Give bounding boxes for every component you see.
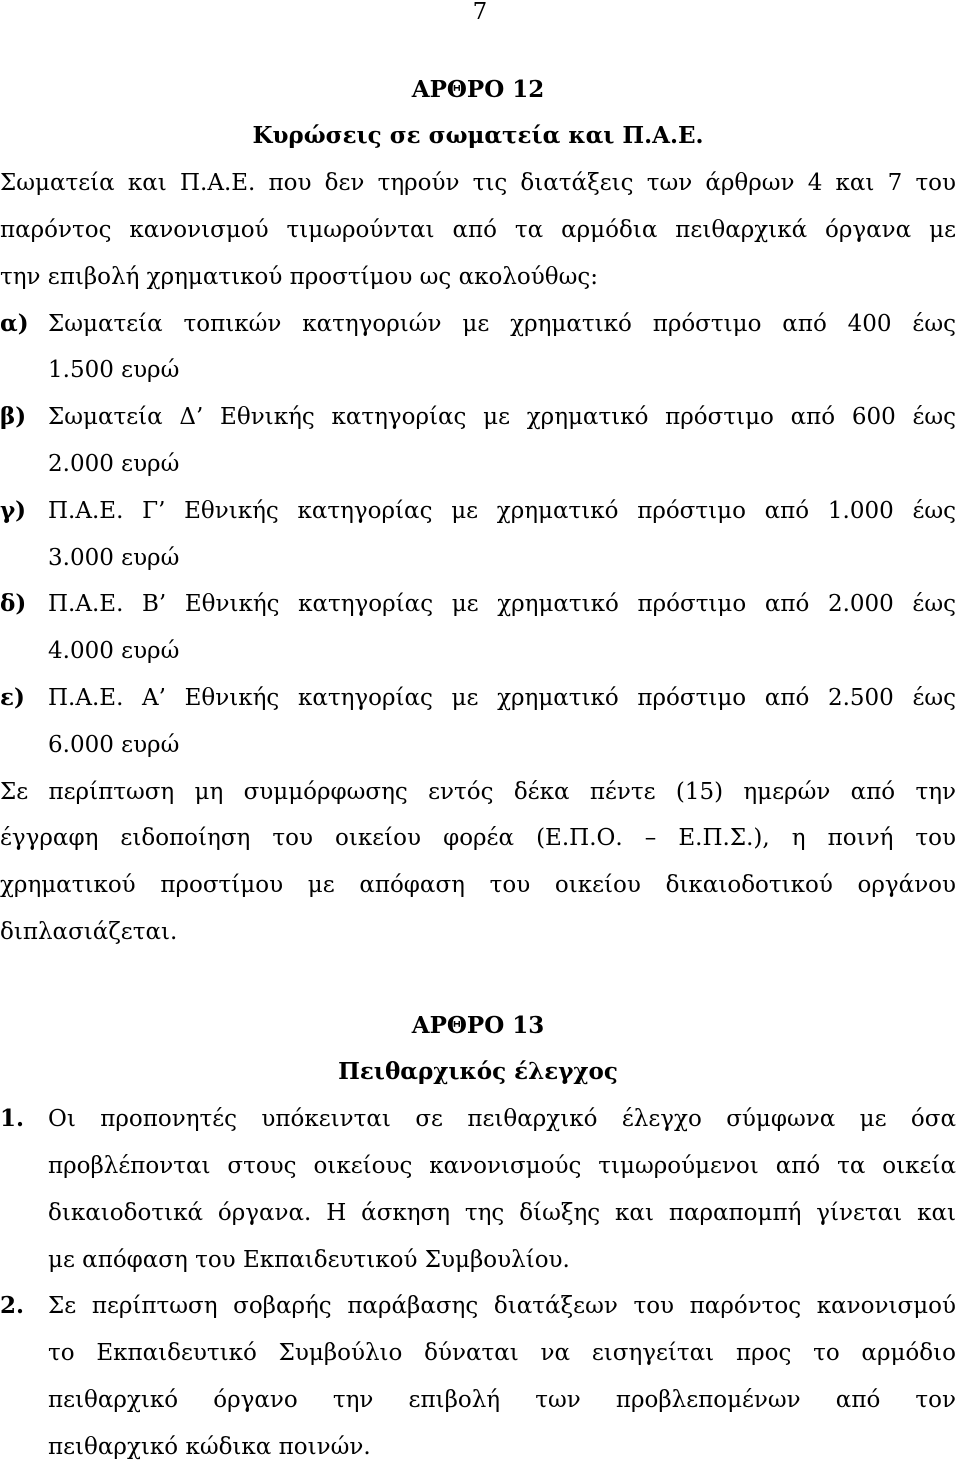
list-item-text [48, 675, 956, 769]
paragraph-line: παρόντος κανονισμού τιμωρούνται από τα αρμόδια πειθαρχικά όργανα με [0, 216, 956, 243]
list-item-line: το Εκπαιδευτικό Συμβούλιο δύναται να εισηγείται προς το αρμόδιο [48, 1340, 956, 1367]
paragraph-line: Σε περίπτωση μη συμμόρφωσης εντός δέκα πέντε (15) ημερών από την [0, 778, 956, 805]
list-item-label: α) [0, 309, 29, 337]
list-item-line: Π.Α.Ε. Α’ Εθνικής κατηγορίας με χρηματικό πρόστιμο από 2.500 έως [48, 684, 956, 711]
list-item-label: β) [0, 403, 27, 431]
document-body [0, 67, 956, 1461]
list-item-line: 6.000 ευρώ [48, 731, 180, 758]
article-12-heading: ΑΡΘΡΟ 12 [411, 75, 545, 103]
list-item-line: δικαιοδοτικά όργανα. Η άσκηση της δίωξης και παραπομπή γίνεται και [48, 1199, 956, 1226]
article-12-title: Κυρώσεις σε σωματεία και Π.Α.Ε. [252, 122, 704, 150]
list-item-text [48, 1283, 956, 1460]
list-item-line: Σε περίπτωση σοβαρής παράβασης διατάξεων του παρόντος κανονισμού [48, 1293, 956, 1320]
list-item-text [48, 488, 956, 582]
list-item-line: Σωματεία τοπικών κατηγοριών με χρηματικό πρόστιμο από 400 έως [48, 310, 956, 337]
list-item-line: Π.Α.Ε. Γ’ Εθνικής κατηγορίας με χρηματικό πρόστιμο από 1.000 έως [48, 497, 956, 524]
article-13-heading: ΑΡΘΡΟ 13 [411, 1011, 545, 1039]
list-item-text [48, 394, 956, 488]
article-12 [0, 67, 956, 956]
list-item-line: προβλέπονται στους οικείους κανονισμούς τιμωρούμενοι από τα οικεία [48, 1152, 956, 1179]
list-item-label: δ) [0, 590, 27, 618]
article-12-intro-paragraph [0, 160, 956, 300]
list-item-line: 1.500 ευρώ [48, 357, 180, 384]
list-item-line: Π.Α.Ε. Β’ Εθνικής κατηγορίας με χρηματικό πρόστιμο από 2.000 έως [48, 591, 956, 618]
list-item-line: Οι προπονητές υπόκεινται σε πειθαρχικό έλεγχο σύμφωνα με όσα [48, 1106, 956, 1133]
list-item-line: με απόφαση του Εκπαιδευτικού Συμβουλίου. [48, 1246, 570, 1273]
list-item-label: ε) [0, 683, 25, 711]
section-spacer [0, 956, 956, 1003]
list-item-label: 2. [0, 1292, 25, 1320]
list-item-line: 4.000 ευρώ [48, 638, 180, 665]
list-item-text [48, 581, 956, 675]
list-item-label: γ) [0, 496, 27, 524]
list-item-label: 1. [0, 1105, 25, 1133]
paragraph-line: διπλασιάζεται. [0, 918, 178, 945]
article-13 [0, 1003, 956, 1461]
paragraph-line: έγγραφη ειδοποίηση του οικείου φορέα (Ε.Π.Ο. – Ε.Π.Σ.), η ποινή του [0, 825, 956, 852]
list-item-line: 2.000 ευρώ [48, 450, 180, 477]
page-number: 7 [472, 0, 488, 24]
penalty-item-e [0, 675, 956, 769]
penalty-list [0, 301, 956, 769]
article-12-closing-paragraph [0, 769, 956, 956]
list-item-line: Σωματεία Δ’ Εθνικής κατηγορίας με χρηματικό πρόστιμο από 600 έως [48, 404, 956, 431]
list-item-text [48, 1096, 956, 1283]
numbered-item-1 [0, 1096, 956, 1283]
paragraph-line: Σωματεία και Π.Α.Ε. που δεν τηρούν τις διατάξεις των άρθρων 4 και 7 του [0, 170, 956, 197]
penalty-item-a [0, 301, 956, 395]
numbered-item-2 [0, 1283, 956, 1460]
list-item-line: 3.000 ευρώ [48, 544, 180, 571]
list-item-line: πειθαρχικό όργανο την επιβολή των προβλεπομένων από τον [48, 1386, 956, 1413]
penalty-item-d [0, 581, 956, 675]
penalty-item-c [0, 488, 956, 582]
list-item-line: πειθαρχικό κώδικα ποινών. [48, 1433, 371, 1460]
article-13-title: Πειθαρχικός έλεγχος [338, 1058, 618, 1086]
paragraph-line: χρηματικού προστίμου με απόφαση του οικείου δικαιοδοτικού οργάνου [0, 872, 956, 899]
penalty-item-b [0, 394, 956, 488]
list-item-text [48, 301, 956, 395]
paragraph-line: την επιβολή χρηματικού προστίμου ως ακολούθως: [0, 263, 598, 290]
